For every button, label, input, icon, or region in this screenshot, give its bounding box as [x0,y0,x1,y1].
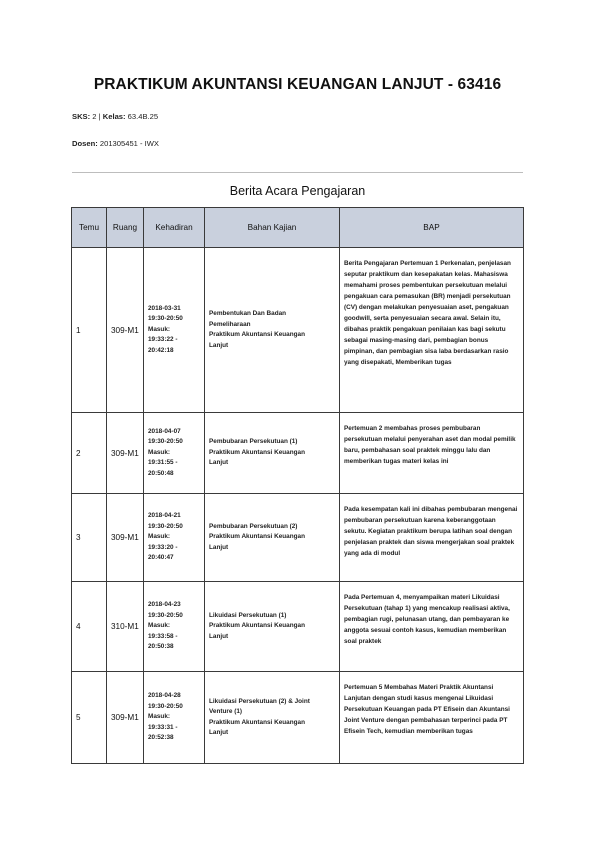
header-temu: Temu [72,208,107,248]
cell-ruang: 309-M1 [107,672,144,764]
cell-bahan-kajian: Pembubaran Persekutuan (1) Praktikum Akuntansi Keuangan Lanjut [205,413,340,494]
cell-temu: 2 [72,413,107,494]
cell-bap: Pada Pertemuan 4, menyampaikan materi Likuidasi Persekutuan (tahap 1) yang mencakup realisasi aktiva, pembagian rugi, pelunasan utang, dan pembayaran ke anggota sesuai contoh kasus, kemudian memberikan soal praktek [340,582,524,672]
cell-ruang: 310-M1 [107,582,144,672]
lecturer-meta [72,139,159,148]
cell-bahan-kajian: Pembubaran Persekutuan (2) Praktikum Akuntansi Keuangan Lanjut [205,494,340,582]
cell-bap: Pada kesempatan kali ini dibahas pembubaran mengenai pembubaran persekutuan karena keberanggotaan sekutu. Kegiatan praktikum berupa latihan soal dengan penjelasan praktek dan siswa mengerjakan soal praktek yang ada di modul [340,494,524,582]
cell-bap: Pertemuan 5 Membahas Materi Praktik Akuntansi Lanjutan dengan studi kasus mengenai Likuidasi Persekutuan Keuangan pada PT Efisein dan Akuntansi Joint Venture dengan pembahasan terperinci pada PT Efisein Tech, kemudian memberikan tugas [340,672,524,764]
header-bap: BAP [340,208,524,248]
cell-temu: 5 [72,672,107,764]
course-meta [72,112,158,121]
cell-bap: Berita Pengajaran Pertemuan 1 Perkenalan, penjelasan seputar praktikum dan kesepakatan kelas. Mahasiswa memahami proses pembentukan persekutuan melalui pengakuan cara pemasukan (BR) menjadi persekutuan (CV) dengan melakukan penyesuaian aset, pengakuan goodwill, serta penyesuaian secara awal. Selain itu, dibahas praktik pengakuan penilaian kas bagi sekutu sebagai masing-masing dari, pembagian bonus pimpinan, dan pembagian sisa laba berdasarkan rasio yang disepakati, Memberikan tugas [340,248,524,413]
sks-value: 2 [92,112,97,121]
cell-temu: 3 [72,494,107,582]
cell-kehadiran: 2018-04-07 19:30-20:50 Masuk: 19:31:55 - 20:50:48 [144,413,205,494]
kelas-value: 63.4B.25 [127,112,159,121]
table-row [72,672,524,764]
header-kehadiran: Kehadiran [144,208,205,248]
cell-ruang: 309-M1 [107,248,144,413]
sks-label: SKS: [72,112,91,121]
cell-kehadiran: 2018-04-28 19:30-20:50 Masuk: 19:33:31 - 20:52:38 [144,672,205,764]
cell-bap: Pertemuan 2 membahas proses pembubaran persekutuan melalui penyerahan aset dan modal pemilik baru, pembahasan soal praktek minggu lalu dan memberikan tugas materi kelas ini [340,413,524,494]
teaching-record-table [71,207,524,764]
table-row [72,582,524,672]
cell-temu: 4 [72,582,107,672]
page-title: PRAKTIKUM AKUNTANSI KEUANGAN LANJUT - 63416 [93,76,502,93]
cell-temu: 1 [72,248,107,413]
dosen-value: 201305451 - IWX [99,139,159,148]
section-title: Berita Acara Pengajaran [229,184,366,198]
cell-kehadiran: 2018-04-23 19:30-20:50 Masuk: 19:33:58 - 20:50:38 [144,582,205,672]
meta-separator: | [98,112,101,121]
cell-bahan-kajian: Likuidasi Persekutuan (2) & Joint Venture (1) Praktikum Akuntansi Keuangan Lanjut [205,672,340,764]
table-row [72,413,524,494]
kelas-label: Kelas: [102,112,126,121]
header-bahan-kajian: Bahan Kajian [205,208,340,248]
cell-bahan-kajian: Pembentukan Dan Badan Pemeliharaan Praktikum Akuntansi Keuangan Lanjut [205,248,340,413]
table-header-row [72,208,524,248]
cell-kehadiran: 2018-03-31 19:30-20:50 Masuk: 19:33:22 - 20:42:18 [144,248,205,413]
table-row [72,494,524,582]
cell-kehadiran: 2018-04-21 19:30-20:50 Masuk: 19:33:20 - 20:40:47 [144,494,205,582]
cell-bahan-kajian: Likuidasi Persekutuan (1) Praktikum Akuntansi Keuangan Lanjut [205,582,340,672]
table-row [72,248,524,413]
cell-ruang: 309-M1 [107,494,144,582]
cell-ruang: 309-M1 [107,413,144,494]
dosen-label: Dosen: [72,139,98,148]
divider [72,172,523,173]
header-ruang: Ruang [107,208,144,248]
